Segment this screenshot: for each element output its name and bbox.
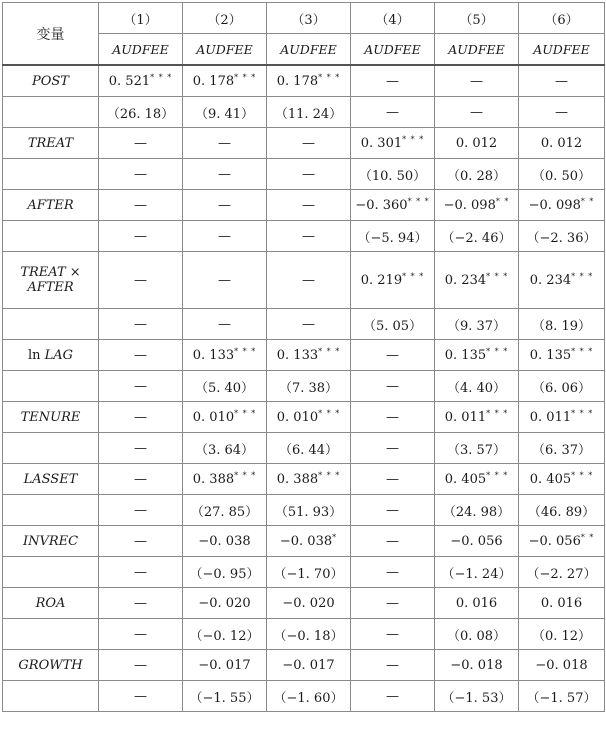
coefficient-cell xyxy=(435,526,519,557)
coefficient-row xyxy=(3,252,605,309)
coefficient-cell xyxy=(267,588,351,619)
column-number: （6） xyxy=(519,3,605,34)
coefficient-value: — xyxy=(134,272,147,288)
regression-table xyxy=(2,2,605,712)
coefficient-cell xyxy=(183,650,267,681)
dependent-variable: AUDFEE xyxy=(435,34,519,66)
coefficient-value: −0. 017 xyxy=(282,657,335,673)
t-statistic-cell: （10. 50） xyxy=(351,159,435,190)
coefficient-value: — xyxy=(134,533,147,549)
coefficient-cell xyxy=(183,526,267,557)
significance-stars: * * * xyxy=(318,73,341,82)
coefficient-value: — xyxy=(134,135,147,151)
coefficient-value: 0. 010 xyxy=(192,410,235,425)
significance-stars: * * * xyxy=(234,347,257,356)
t-statistic-cell: — xyxy=(351,619,435,650)
empty-label-cell xyxy=(3,619,99,650)
variable-label: GROWTH xyxy=(18,657,83,673)
t-statistic-cell: （0. 50） xyxy=(519,159,605,190)
coefficient-value: — xyxy=(386,409,399,425)
coefficient-value: 0. 135 xyxy=(444,348,487,363)
coefficient-value: — xyxy=(134,471,147,487)
coefficient-cell xyxy=(351,526,435,557)
coefficient-value: — xyxy=(386,533,399,549)
t-statistic-cell: （46. 89） xyxy=(519,495,605,526)
coefficient-value: 0. 405 xyxy=(444,472,487,487)
coefficient-cell xyxy=(519,402,605,433)
variable-label: POST xyxy=(32,73,69,89)
coefficient-value: — xyxy=(386,471,399,487)
t-statistic-cell: （51. 93） xyxy=(267,495,351,526)
coefficient-cell xyxy=(435,340,519,371)
coefficient-cell xyxy=(99,402,183,433)
coefficient-value: −0. 056 xyxy=(450,533,503,549)
coefficient-cell xyxy=(183,128,267,159)
coefficient-cell xyxy=(99,128,183,159)
t-statistic-cell: （−1. 70） xyxy=(267,557,351,588)
coefficient-cell xyxy=(267,65,351,97)
coefficient-cell xyxy=(351,588,435,619)
coefficient-cell xyxy=(519,340,605,371)
t-statistic-row xyxy=(3,433,605,464)
t-statistic-cell: （27. 85） xyxy=(183,495,267,526)
t-statistic-row xyxy=(3,97,605,128)
dependent-variable: AUDFEE xyxy=(351,34,435,66)
t-statistic-cell: — xyxy=(99,495,183,526)
coefficient-value: −0. 017 xyxy=(198,657,251,673)
coefficient-value: −0. 056 xyxy=(528,534,581,549)
coefficient-value: — xyxy=(302,197,315,213)
t-statistic-cell: — xyxy=(267,309,351,340)
empty-label-cell xyxy=(3,221,99,252)
coefficient-value: 0. 135 xyxy=(529,348,572,363)
coefficient-cell xyxy=(351,402,435,433)
coefficient-value: 0. 219 xyxy=(360,273,403,288)
t-statistic-row xyxy=(3,619,605,650)
variable-name xyxy=(3,340,99,371)
dependent-variable: AUDFEE xyxy=(267,34,351,66)
coefficient-cell xyxy=(267,128,351,159)
t-statistic-cell: （6. 37） xyxy=(519,433,605,464)
coefficient-value: −0. 020 xyxy=(282,595,335,611)
coefficient-cell xyxy=(351,464,435,495)
t-statistic-cell: （6. 06） xyxy=(519,371,605,402)
variable-name xyxy=(3,650,99,681)
t-statistic-cell: （−5. 94） xyxy=(351,221,435,252)
t-statistic-row xyxy=(3,159,605,190)
t-statistic-cell: （11. 24） xyxy=(267,97,351,128)
coefficient-value: 0. 405 xyxy=(529,472,572,487)
t-statistic-cell: — xyxy=(519,97,605,128)
coefficient-value: −0. 098 xyxy=(443,198,496,213)
empty-label-cell xyxy=(3,371,99,402)
coefficient-value: 0. 178 xyxy=(192,74,235,89)
t-statistic-cell: （9. 41） xyxy=(183,97,267,128)
coefficient-cell xyxy=(99,190,183,221)
coefficient-value: — xyxy=(134,595,147,611)
header-row-numbers xyxy=(3,3,605,34)
dependent-variable: AUDFEE xyxy=(519,34,605,66)
coefficient-cell xyxy=(519,588,605,619)
t-statistic-cell: （−1. 60） xyxy=(267,681,351,712)
coefficient-value: — xyxy=(134,409,147,425)
t-statistic-cell: （5. 05） xyxy=(351,309,435,340)
coefficient-cell xyxy=(267,464,351,495)
coefficient-cell xyxy=(351,128,435,159)
t-statistic-cell: （−2. 36） xyxy=(519,221,605,252)
coefficient-row xyxy=(3,464,605,495)
coefficient-cell xyxy=(183,402,267,433)
empty-label-cell xyxy=(3,309,99,340)
column-number: （3） xyxy=(267,3,351,34)
coefficient-value: 0. 133 xyxy=(276,348,319,363)
variable-label: TENURE xyxy=(20,409,81,425)
coefficient-value: 0. 010 xyxy=(276,410,319,425)
t-statistic-cell: — xyxy=(99,221,183,252)
t-statistic-cell: （4. 40） xyxy=(435,371,519,402)
variable-name xyxy=(3,65,99,97)
t-statistic-cell: （−0. 12） xyxy=(183,619,267,650)
t-statistic-row xyxy=(3,681,605,712)
coefficient-value: — xyxy=(302,135,315,151)
t-statistic-cell: （−1. 53） xyxy=(435,681,519,712)
t-statistic-cell: — xyxy=(99,557,183,588)
significance-stars: * * * xyxy=(407,197,430,206)
coefficient-value: −0. 360 xyxy=(355,198,408,213)
dependent-variable: AUDFEE xyxy=(99,34,183,66)
coefficient-cell xyxy=(267,650,351,681)
t-statistic-cell: （3. 64） xyxy=(183,433,267,464)
significance-stars: * xyxy=(332,533,338,542)
coefficient-cell xyxy=(351,65,435,97)
variable-prefix: ln xyxy=(27,347,45,363)
t-statistic-cell: — xyxy=(183,309,267,340)
coefficient-value: 0. 388 xyxy=(276,472,319,487)
coefficient-cell xyxy=(435,464,519,495)
coefficient-value: 0. 016 xyxy=(455,595,498,611)
coefficient-value: 0. 521 xyxy=(108,74,151,89)
significance-stars: * * * xyxy=(234,73,257,82)
t-statistic-cell: （7. 38） xyxy=(267,371,351,402)
coefficient-value: −0. 018 xyxy=(535,657,588,673)
t-statistic-cell: — xyxy=(351,495,435,526)
coefficient-row xyxy=(3,650,605,681)
t-statistic-row xyxy=(3,221,605,252)
coefficient-cell xyxy=(183,588,267,619)
coefficient-value: — xyxy=(386,73,399,89)
t-statistic-cell: （0. 12） xyxy=(519,619,605,650)
coefficient-cell xyxy=(351,340,435,371)
coefficient-row xyxy=(3,340,605,371)
significance-stars: * * xyxy=(580,197,595,206)
coefficient-cell xyxy=(99,340,183,371)
variable-label: TREAT xyxy=(27,135,74,151)
t-statistic-cell: — xyxy=(99,681,183,712)
significance-stars: * * * xyxy=(150,73,173,82)
coefficient-row xyxy=(3,128,605,159)
coefficient-cell xyxy=(351,252,435,309)
coefficient-cell xyxy=(267,190,351,221)
variable-label: INVREC xyxy=(22,533,79,549)
coefficient-row xyxy=(3,588,605,619)
significance-stars: * * * xyxy=(486,409,509,418)
coefficient-row xyxy=(3,190,605,221)
variable-label: LASSET xyxy=(23,471,78,487)
coefficient-value: 0. 011 xyxy=(529,410,572,425)
coefficient-value: — xyxy=(218,272,231,288)
coefficient-value: −0. 020 xyxy=(198,595,251,611)
variable-label: AFTER xyxy=(27,197,74,213)
t-statistic-cell: — xyxy=(99,309,183,340)
variable-name xyxy=(3,402,99,433)
t-statistic-cell: （3. 57） xyxy=(435,433,519,464)
t-statistic-row xyxy=(3,309,605,340)
t-statistic-row xyxy=(3,371,605,402)
variable-name xyxy=(3,190,99,221)
coefficient-value: 0. 234 xyxy=(529,273,572,288)
coefficient-value: 0. 011 xyxy=(444,410,487,425)
t-statistic-cell: （−1. 24） xyxy=(435,557,519,588)
coefficient-cell xyxy=(351,190,435,221)
variable-name xyxy=(3,588,99,619)
coefficient-row xyxy=(3,526,605,557)
variable-name xyxy=(3,252,99,309)
significance-stars: * * xyxy=(495,197,510,206)
column-number: （2） xyxy=(183,3,267,34)
t-statistic-cell: （8. 19） xyxy=(519,309,605,340)
t-statistic-cell: （−0. 95） xyxy=(183,557,267,588)
t-statistic-cell: — xyxy=(99,159,183,190)
t-statistic-cell: — xyxy=(99,619,183,650)
coefficient-cell xyxy=(435,588,519,619)
variable-label: LAG xyxy=(44,347,74,363)
empty-label-cell xyxy=(3,495,99,526)
significance-stars: * * * xyxy=(234,471,257,480)
coefficient-cell xyxy=(519,650,605,681)
t-statistic-cell: （5. 40） xyxy=(183,371,267,402)
coefficient-cell xyxy=(519,526,605,557)
coefficient-value: −0. 098 xyxy=(528,198,581,213)
coefficient-value: — xyxy=(134,657,147,673)
coefficient-value: 0. 133 xyxy=(192,348,235,363)
coefficient-cell xyxy=(99,588,183,619)
t-statistic-cell: — xyxy=(183,159,267,190)
coefficient-cell xyxy=(519,128,605,159)
coefficient-value: 0. 234 xyxy=(444,273,487,288)
significance-stars: * * * xyxy=(571,272,594,281)
coefficient-cell xyxy=(519,190,605,221)
t-statistic-cell: （0. 08） xyxy=(435,619,519,650)
coefficient-cell xyxy=(99,650,183,681)
coefficient-cell xyxy=(99,65,183,97)
coefficient-value: −0. 018 xyxy=(450,657,503,673)
coefficient-value: — xyxy=(470,73,483,89)
coefficient-cell xyxy=(99,464,183,495)
coefficient-cell xyxy=(435,252,519,309)
t-statistic-cell: （−2. 46） xyxy=(435,221,519,252)
coefficient-cell xyxy=(99,252,183,309)
significance-stars: * * * xyxy=(234,409,257,418)
significance-stars: * * * xyxy=(486,272,509,281)
coefficient-cell xyxy=(519,65,605,97)
coefficient-cell xyxy=(183,65,267,97)
coefficient-value: — xyxy=(302,272,315,288)
coefficient-value: 0. 012 xyxy=(455,135,498,151)
t-statistic-cell: — xyxy=(351,433,435,464)
coefficient-cell xyxy=(435,190,519,221)
coefficient-value: — xyxy=(218,197,231,213)
coefficient-cell xyxy=(183,464,267,495)
variable-label: ROA xyxy=(35,595,66,611)
coefficient-value: — xyxy=(386,657,399,673)
significance-stars: * * * xyxy=(318,471,341,480)
t-statistic-cell: — xyxy=(351,371,435,402)
significance-stars: * * * xyxy=(486,347,509,356)
coefficient-cell xyxy=(435,402,519,433)
significance-stars: * * xyxy=(580,533,595,542)
t-statistic-cell: （−2. 27） xyxy=(519,557,605,588)
significance-stars: * * * xyxy=(571,409,594,418)
coefficient-cell xyxy=(435,65,519,97)
significance-stars: * * * xyxy=(486,471,509,480)
coefficient-row xyxy=(3,402,605,433)
t-statistic-cell: — xyxy=(99,371,183,402)
coefficient-value: — xyxy=(134,347,147,363)
empty-label-cell xyxy=(3,159,99,190)
variable-label-line2: AFTER xyxy=(27,280,74,295)
coefficient-value: 0. 016 xyxy=(540,595,583,611)
column-number: （1） xyxy=(99,3,183,34)
coefficient-cell xyxy=(519,252,605,309)
variable-column-header: 变量 xyxy=(3,3,99,66)
coefficient-cell xyxy=(267,402,351,433)
regression-table-container xyxy=(2,2,605,712)
dependent-variable: AUDFEE xyxy=(183,34,267,66)
t-statistic-cell: — xyxy=(351,557,435,588)
coefficient-cell xyxy=(519,464,605,495)
coefficient-value: — xyxy=(134,197,147,213)
coefficient-cell xyxy=(183,190,267,221)
empty-label-cell xyxy=(3,433,99,464)
coefficient-value: 0. 301 xyxy=(360,136,403,151)
coefficient-cell xyxy=(267,340,351,371)
coefficient-value: — xyxy=(218,135,231,151)
coefficient-value: −0. 038 xyxy=(279,534,333,549)
empty-label-cell xyxy=(3,557,99,588)
coefficient-cell xyxy=(351,650,435,681)
variable-name xyxy=(3,464,99,495)
variable-label: TREAT × xyxy=(20,265,81,280)
t-statistic-cell: — xyxy=(267,221,351,252)
coefficient-cell xyxy=(435,650,519,681)
significance-stars: * * * xyxy=(571,471,594,480)
variable-name xyxy=(3,128,99,159)
t-statistic-cell: （0. 28） xyxy=(435,159,519,190)
empty-label-cell xyxy=(3,97,99,128)
t-statistic-cell: （−0. 18） xyxy=(267,619,351,650)
t-statistic-cell: — xyxy=(351,97,435,128)
t-statistic-cell: — xyxy=(183,221,267,252)
column-number: （4） xyxy=(351,3,435,34)
t-statistic-cell: （9. 37） xyxy=(435,309,519,340)
t-statistic-row xyxy=(3,495,605,526)
t-statistic-cell: （−1. 55） xyxy=(183,681,267,712)
significance-stars: * * * xyxy=(318,347,341,356)
coefficient-cell xyxy=(183,340,267,371)
coefficient-value: 0. 388 xyxy=(192,472,235,487)
coefficient-value: — xyxy=(386,347,399,363)
coefficient-cell xyxy=(267,252,351,309)
t-statistic-cell: （−1. 57） xyxy=(519,681,605,712)
empty-label-cell xyxy=(3,681,99,712)
t-statistic-cell: （24. 98） xyxy=(435,495,519,526)
coefficient-cell xyxy=(183,252,267,309)
coefficient-value: — xyxy=(555,73,568,89)
t-statistic-cell: （6. 44） xyxy=(267,433,351,464)
coefficient-row xyxy=(3,65,605,97)
t-statistic-cell: — xyxy=(99,433,183,464)
t-statistic-cell: — xyxy=(435,97,519,128)
coefficient-value: 0. 012 xyxy=(540,135,583,151)
significance-stars: * * * xyxy=(402,135,425,144)
coefficient-value: — xyxy=(386,595,399,611)
coefficient-cell xyxy=(435,128,519,159)
significance-stars: * * * xyxy=(571,347,594,356)
column-number: （5） xyxy=(435,3,519,34)
t-statistic-row xyxy=(3,557,605,588)
significance-stars: * * * xyxy=(318,409,341,418)
t-statistic-cell: — xyxy=(351,681,435,712)
coefficient-cell xyxy=(267,526,351,557)
t-statistic-cell: （26. 18） xyxy=(99,97,183,128)
coefficient-value: −0. 038 xyxy=(198,533,251,549)
variable-name xyxy=(3,526,99,557)
significance-stars: * * * xyxy=(402,272,425,281)
coefficient-cell xyxy=(99,526,183,557)
t-statistic-cell: — xyxy=(267,159,351,190)
coefficient-value: 0. 178 xyxy=(276,74,319,89)
